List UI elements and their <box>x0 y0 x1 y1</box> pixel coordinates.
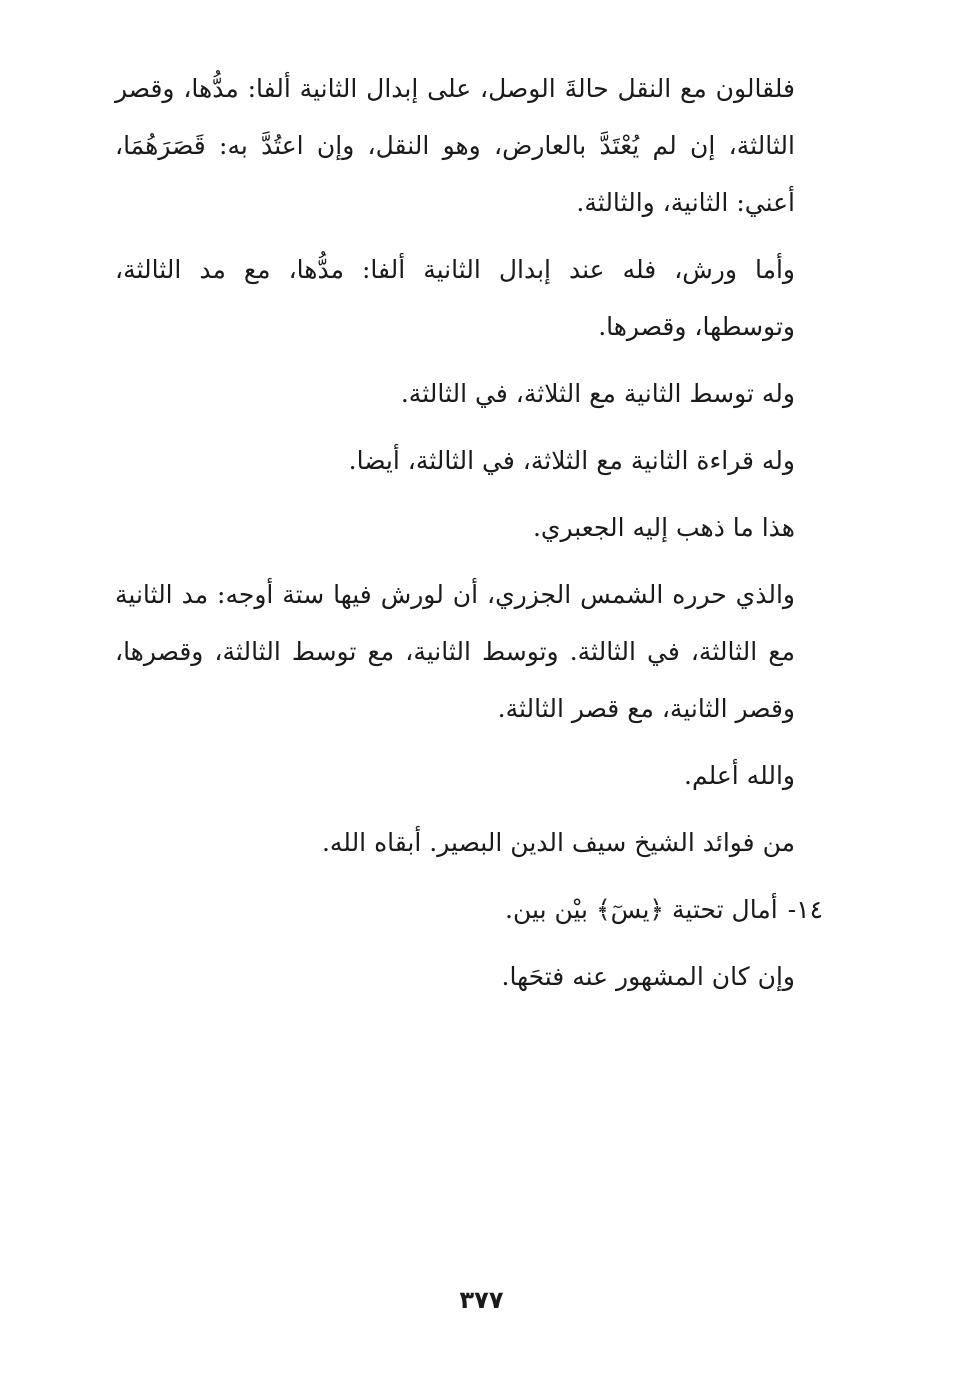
item-number: ١٤- <box>787 895 823 924</box>
paragraph-warsh: وأما ورش، فله عند إبدال الثانية ألفا: مدُّها، مع مد الثالثة، وتوسطها، وقصرها. <box>115 255 795 341</box>
page-number: ٣٧٧ <box>459 1286 504 1314</box>
paragraph-allahu-alam: والله أعلم. <box>684 761 795 790</box>
paragraph-closing: وإن كان المشهور عنه فتحَها. <box>501 962 795 991</box>
paragraph-tawassut: وله توسط الثانية مع الثلاثة، في الثالثة. <box>400 379 795 408</box>
item-text: أمال تحتية ﴿يسٓ﴾ بيْن بين. <box>505 895 778 924</box>
paragraph-jazari: والذي حرره الشمس الجزري، أن لورش فيها ستة أوجه: مد الثانية مع الثالثة، في الثالثة. وتوسط الثانية، مع توسط الثالثة، وقصرها، وقصر الثانية، مع قصر الثالثة. <box>115 580 795 723</box>
paragraph-qiraah: وله قراءة الثانية مع الثلاثة، في الثالثة، أيضا. <box>348 446 795 475</box>
paragraph-fawaid: من فوائد الشيخ سيف الدين البصير. أبقاه الله. <box>321 828 795 857</box>
numbered-item <box>115 881 823 938</box>
paragraph-qalun: فلقالون مع النقل حالةَ الوصل، على إبدال الثانية ألفا: مدُّها، وقصر الثالثة، إن لم يُعْتَدَّ بالعارض، وهو النقل، وإن اعتُدَّ به: قَصَرَهُمَا، أعني: الثانية، والثالثة. <box>115 74 795 217</box>
paragraph-jabari: هذا ما ذهب إليه الجعبري. <box>532 513 795 542</box>
page-body <box>115 60 823 1015</box>
